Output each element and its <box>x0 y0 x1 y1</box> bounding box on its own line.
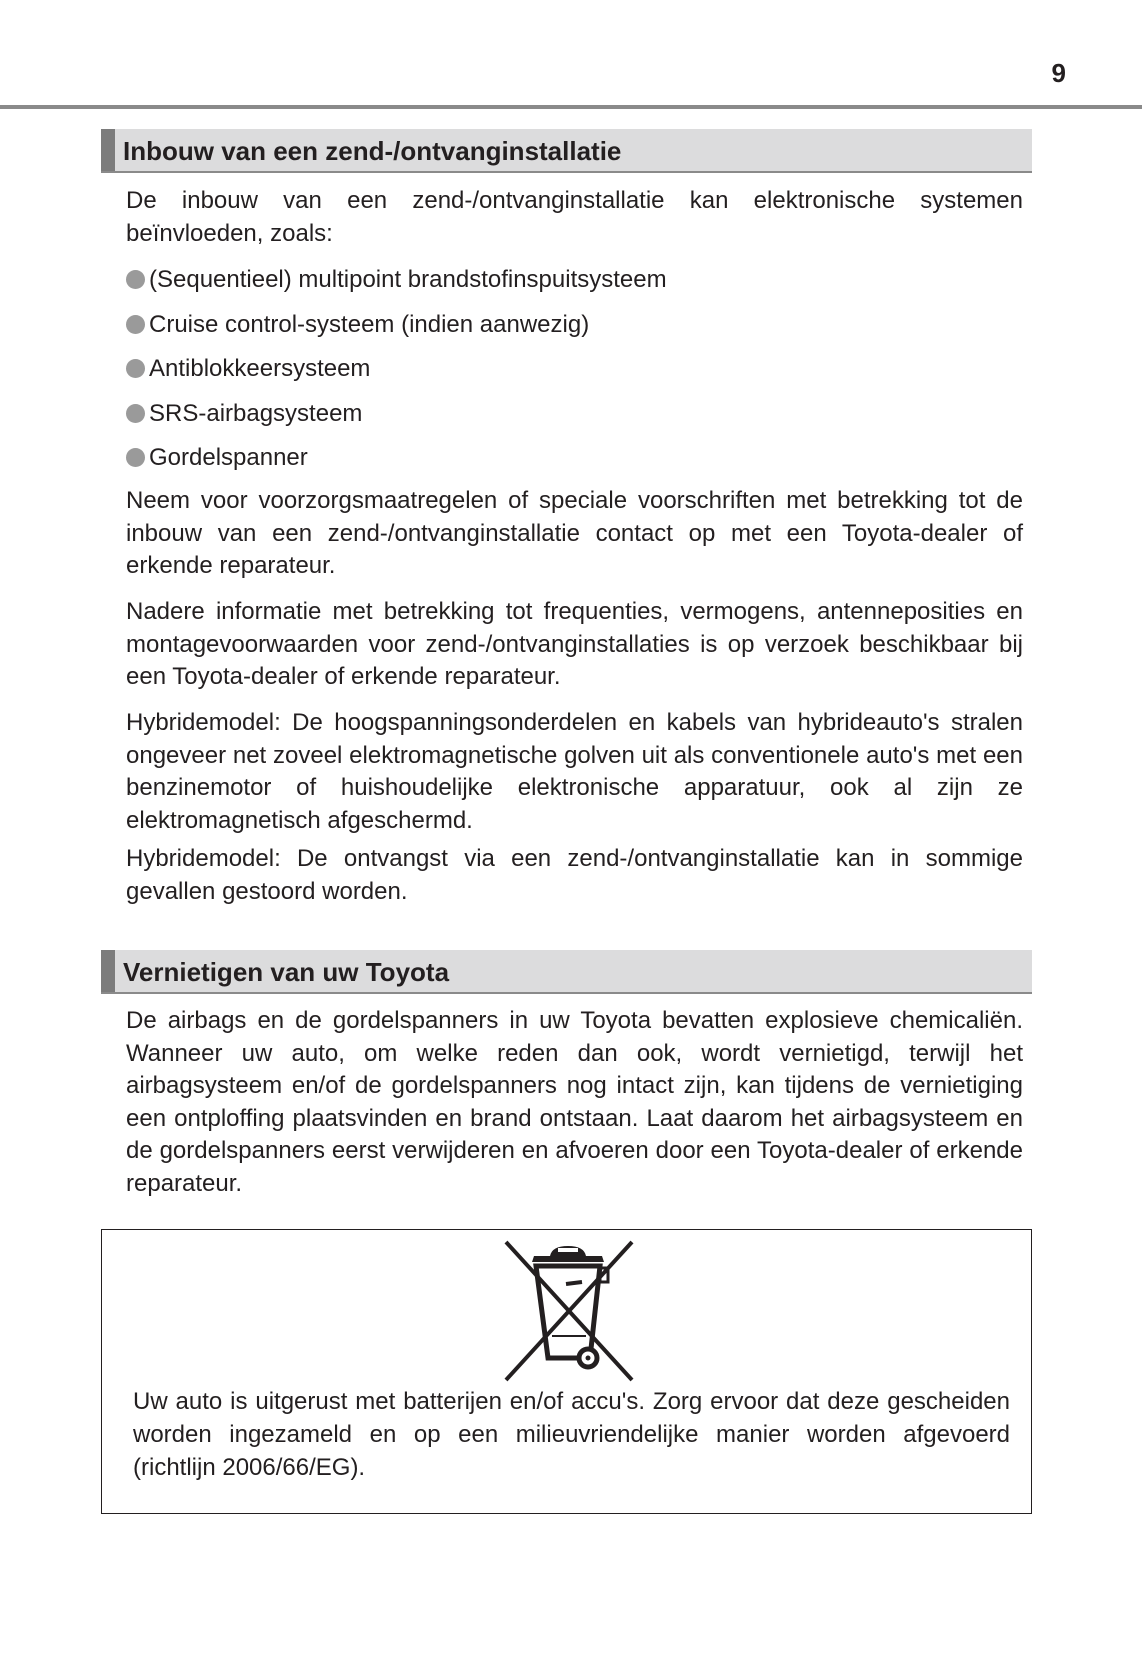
bullet-icon <box>126 270 145 289</box>
section-header-bar <box>101 950 115 992</box>
list-item <box>126 264 667 309</box>
bullet-icon <box>126 359 145 378</box>
list-item <box>126 309 667 354</box>
list-item <box>126 398 667 443</box>
list-item <box>126 353 667 398</box>
section-title: Inbouw van een zend-/ontvanginstallatie <box>123 136 622 166</box>
paragraph-hybrid-emission: Hybridemodel: De hoogspanningsonderdelen en kabels van hybrideauto's stralen ongeveer net zoveel elektromagnetische golven uit als conventionele auto's met een benzinemotor of huishoudelijke elektronische apparatuur, ook al zijn ze elektromagnetisch afgeschermd. <box>126 709 1023 834</box>
intro-paragraph: De inbouw van een zend-/ontvanginstallatie kan elektronische systemen beïnvloeden, zoals: <box>126 187 1023 247</box>
paragraph-hybrid-reception: Hybridemodel: De ontvangst via een zend-/ontvanginstallatie kan in sommige gevallen gestoord worden. <box>126 845 1023 905</box>
section-header-bar <box>101 129 115 171</box>
paragraph-precautions: Neem voor voorzorgsmaatregelen of speciale voorschriften met betrekking tot de inbouw van een zend-/ontvanginstallatie contact op met een Toyota-dealer of erkende reparateur. <box>126 487 1023 579</box>
section-header-disposal <box>101 950 1032 994</box>
section-header-transmitter <box>101 129 1032 173</box>
section-title: Vernietigen van uw Toyota <box>123 957 450 987</box>
list-item <box>126 442 667 487</box>
crossed-out-wheelie-bin-icon <box>492 1234 642 1384</box>
bullet-icon <box>126 315 145 334</box>
list-item-label: Gordelspanner <box>149 444 308 471</box>
paragraph-frequencies: Nadere informatie met betrekking tot frequenties, vermogens, antenneposities en montagevoorwaarden voor zend-/ontvanginstallaties is op verzoek beschikbaar bij een Toyota-dealer of erkende reparateur. <box>126 598 1023 690</box>
battery-disposal-notice <box>101 1229 1032 1514</box>
list-item-label: (Sequentieel) multipoint brandstofinspuitsysteem <box>149 266 667 293</box>
list-item-label: Cruise control-systeem (indien aanwezig) <box>149 310 590 338</box>
list-item-label: SRS-airbagsysteem <box>149 399 363 427</box>
page-number: 9 <box>1051 58 1066 88</box>
bullet-icon <box>126 448 145 467</box>
top-rule <box>0 105 1142 109</box>
affected-systems-list <box>126 264 667 487</box>
list-item-label: Antiblokkeersysteem <box>149 355 371 382</box>
bullet-icon <box>126 404 145 423</box>
notice-text: Uw auto is uitgerust met batterijen en/of accu's. Zorg ervoor dat deze gescheiden worden ingezameld en op een milieuvriendelijke manier worden afgevoerd (richtlijn 2006/66/EG). <box>133 1388 1010 1481</box>
paragraph-airbag-disposal: De airbags en de gordelspanners in uw Toyota bevatten explosieve chemicaliën. Wanneer uw auto, om welke reden dan ook, wordt vernietigd, terwijl het airbagsysteem en/of de gordelspanners nog intact zijn, kan tijdens de vernietiging een ontploffing plaatsvinden en brand ontstaan. Laat daarom het airbagsysteem en de gordelspanners eerst verwijderen en afvoeren door een Toyota-dealer of erkende reparateur. <box>126 1007 1023 1197</box>
